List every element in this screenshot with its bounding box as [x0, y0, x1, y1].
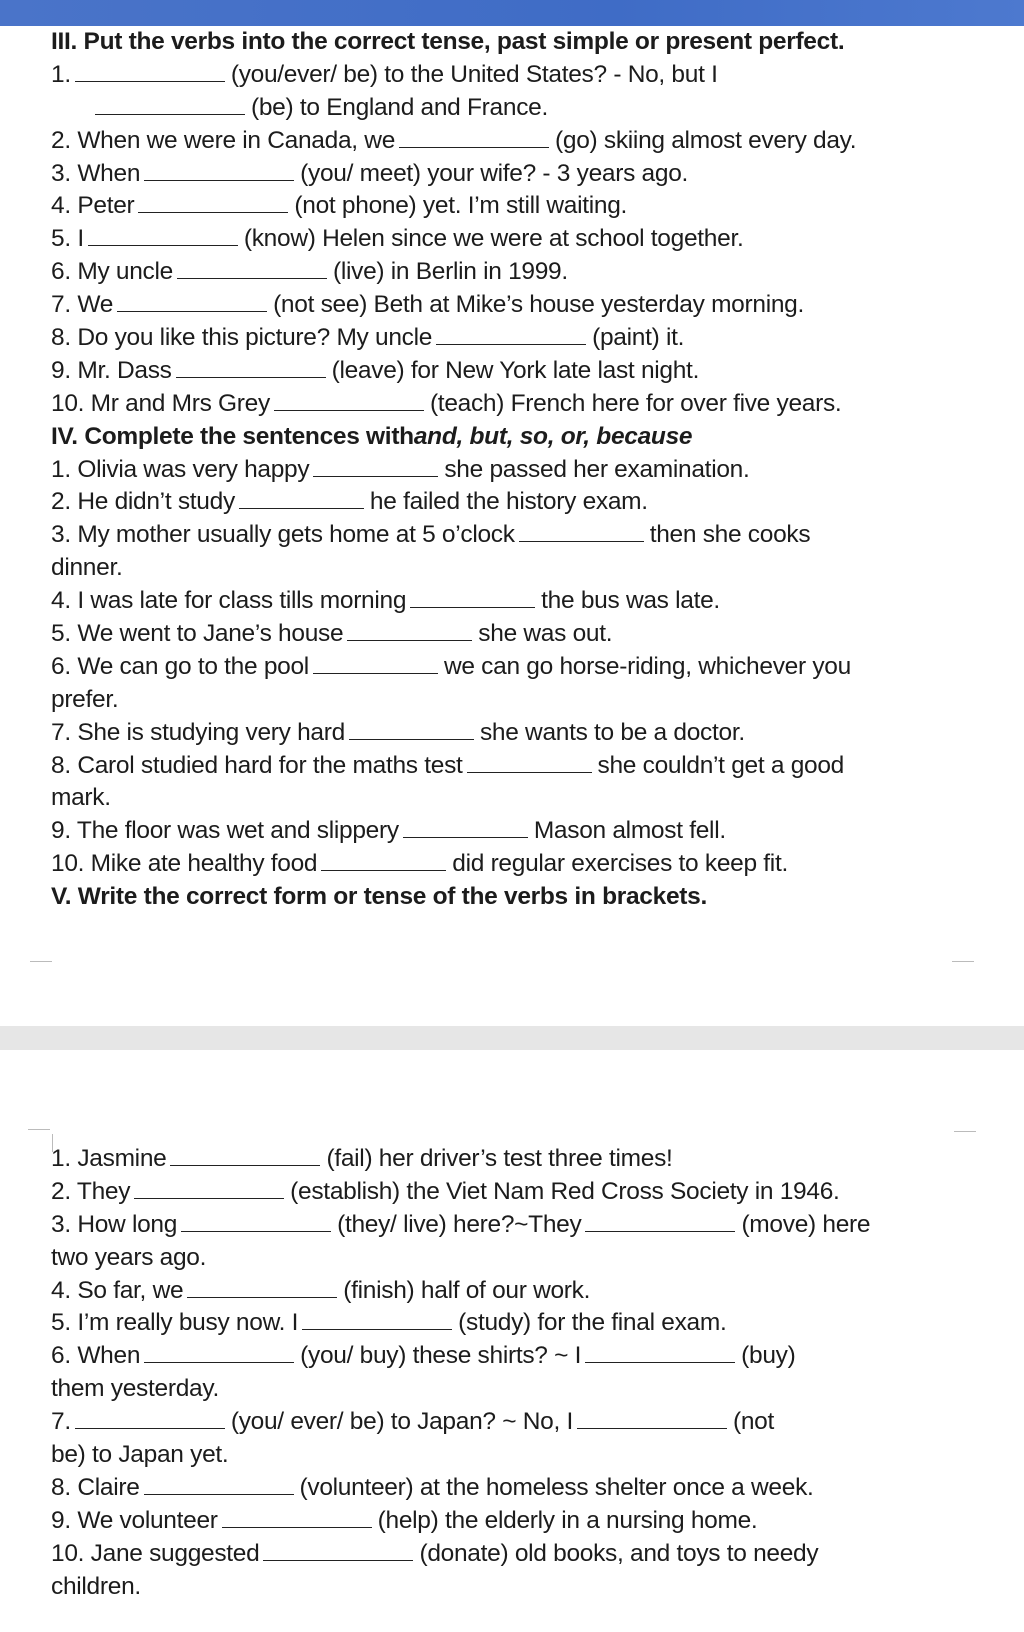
answer-blank[interactable] — [321, 851, 446, 871]
answer-blank[interactable] — [187, 1278, 337, 1298]
exercise-5-line — [51, 1340, 1011, 1373]
item-text: (donate) old books, and toys to needy — [419, 1539, 819, 1567]
item-text: she passed her examination. — [444, 455, 750, 483]
item-text: 2. When we were in Canada, we — [51, 126, 396, 154]
item-text: 1. Olivia was very happy — [51, 455, 310, 483]
answer-blank[interactable] — [349, 720, 474, 740]
exercise-4-continuation: prefer. — [51, 685, 119, 713]
item-text: 6. We can go to the pool — [51, 652, 309, 680]
exercise-4-line — [51, 519, 1011, 552]
item-text: he failed the history exam. — [369, 488, 648, 516]
exercise-3-line — [51, 190, 1011, 223]
item-text: 6. When — [51, 1342, 141, 1370]
answer-blank[interactable] — [436, 325, 586, 345]
item-text: 1. — [51, 60, 71, 88]
answer-blank[interactable] — [144, 1475, 294, 1495]
exercise-5-continuation: them yesterday. — [51, 1375, 219, 1403]
answer-blank[interactable] — [302, 1310, 452, 1330]
item-text: 5. We went to Jane’s house — [51, 620, 344, 648]
answer-blank[interactable] — [88, 226, 238, 246]
item-text: then she cooks — [649, 521, 811, 549]
page-1-content — [51, 26, 1011, 914]
item-text: 7. — [51, 1408, 71, 1436]
exercise-4-line — [51, 618, 1011, 651]
exercise-4-line — [51, 717, 1011, 750]
item-text: 2. They — [51, 1177, 131, 1205]
answer-blank[interactable] — [144, 1343, 294, 1363]
item-text: (be) to England and France. — [251, 93, 548, 121]
answer-blank[interactable] — [403, 818, 528, 838]
item-text: 7. She is studying very hard — [51, 718, 345, 746]
answer-blank[interactable] — [181, 1212, 331, 1232]
item-text: 10. Mr and Mrs Grey — [51, 389, 270, 417]
item-text: 9. Mr. Dass — [51, 356, 172, 384]
answer-blank[interactable] — [117, 292, 267, 312]
exercise-4-line — [51, 651, 1011, 684]
answer-blank[interactable] — [399, 128, 549, 148]
answer-blank[interactable] — [75, 1409, 225, 1429]
item-text: (you/ meet) your wife? - 3 years ago. — [300, 159, 689, 187]
item-text: the bus was late. — [541, 587, 720, 615]
exercise-5-line — [51, 1307, 1011, 1340]
answer-blank[interactable] — [519, 522, 644, 542]
item-text: 1. Jasmine — [51, 1145, 167, 1172]
answer-blank[interactable] — [138, 193, 288, 213]
item-text: 9. We volunteer — [51, 1506, 218, 1534]
exercise-4-line — [51, 815, 1011, 848]
exercise-5-line — [51, 1143, 1011, 1176]
item-text: 2. He didn’t study — [51, 488, 235, 516]
answer-blank[interactable] — [274, 391, 424, 411]
item-text: (know) Helen since we were at school together. — [243, 225, 744, 253]
item-text: (leave) for New York late last night. — [331, 356, 700, 384]
item-text: 4. I was late for class tills morning — [51, 587, 407, 615]
answer-blank-2[interactable] — [585, 1343, 735, 1363]
answer-blank[interactable] — [176, 358, 326, 378]
top-banner — [0, 0, 1024, 26]
exercise-5-line — [51, 1406, 1011, 1439]
exercise-4-line — [51, 750, 1011, 783]
heading-bold: IV. Complete the sentences with — [51, 422, 414, 450]
item-text: 10. Mike ate healthy food — [51, 850, 318, 878]
exercise-3-line — [51, 125, 1011, 158]
exercise-5-continuation: children. — [51, 1572, 141, 1600]
exercise-3-line — [51, 355, 1011, 388]
item-text: (help) the elderly in a nursing home. — [377, 1506, 758, 1534]
item-text: 7. We — [51, 291, 114, 319]
item-text: (study) for the final exam. — [458, 1309, 727, 1337]
exercise-4-line — [51, 454, 1011, 487]
item-text: 10. Jane suggested — [51, 1539, 260, 1567]
item-text: (you/ever/ be) to the United States? - No, but I — [230, 60, 718, 88]
exercise-5-line — [51, 1176, 1011, 1209]
answer-blank[interactable] — [170, 1146, 320, 1166]
exercise-3-line — [51, 92, 1011, 125]
item-text: 8. Do you like this picture? My uncle — [51, 324, 433, 352]
item-text: 4. Peter — [51, 192, 135, 220]
item-text: she wants to be a doctor. — [479, 718, 745, 746]
item-text: she was out. — [478, 620, 613, 648]
answer-blank[interactable] — [95, 95, 245, 115]
exercise-5-line — [51, 1275, 1011, 1308]
page-separator — [0, 1026, 1024, 1050]
item-text: 9. The floor was wet and slippery — [51, 817, 399, 845]
exercise-5-continuation: be) to Japan yet. — [51, 1441, 229, 1469]
page-divider-right — [952, 961, 974, 962]
item-text: Mason almost fell. — [533, 817, 726, 845]
exercise-3-line — [51, 256, 1011, 289]
exercise-3-line — [51, 223, 1011, 256]
heading-conjunctions: and, but, so, or, because — [413, 422, 693, 450]
item-text: 8. Carol studied hard for the maths test — [51, 751, 463, 779]
answer-blank[interactable] — [313, 457, 438, 477]
item-text: 4. So far, we — [51, 1276, 184, 1304]
answer-blank[interactable] — [410, 588, 535, 608]
exercise-5-line — [51, 1538, 1011, 1571]
answer-blank[interactable] — [467, 753, 592, 773]
exercise-4-line — [51, 585, 1011, 618]
worksheet-page-2 — [0, 1050, 1024, 1632]
exercise-3-line — [51, 322, 1011, 355]
answer-blank[interactable] — [222, 1508, 372, 1528]
item-text: 8. Claire — [51, 1473, 140, 1501]
answer-blank[interactable] — [239, 489, 364, 509]
item-text: (volunteer) at the homeless shelter once a week. — [299, 1473, 814, 1501]
item-text: (they/ live) here?~They — [337, 1210, 582, 1238]
item-text: we can go horse-riding, whichever you — [443, 652, 851, 680]
answer-blank[interactable] — [75, 62, 225, 82]
section-4-heading — [51, 421, 1011, 454]
item-text: 3. My mother usually gets home at 5 o’clock — [51, 521, 515, 549]
exercise-5-line — [51, 1209, 1011, 1242]
exercise-3-line — [51, 289, 1011, 322]
item-text: (fail) her driver’s test three times! — [326, 1145, 673, 1172]
answer-blank-2[interactable] — [585, 1212, 735, 1232]
exercise-4-line — [51, 486, 1011, 519]
item-text: 6. My uncle — [51, 258, 173, 286]
item-text: 3. When — [51, 159, 141, 187]
exercise-3-line — [51, 158, 1011, 191]
answer-blank[interactable] — [263, 1541, 413, 1561]
item-text: (go) skiing almost every day. — [555, 126, 857, 154]
item-text: (finish) half of our work. — [343, 1276, 591, 1304]
exercise-4-continuation: dinner. — [51, 554, 123, 582]
page-2-mark-left — [28, 1129, 50, 1130]
page-2-content — [51, 1143, 1011, 1603]
section-3-heading: III. Put the verbs into the correct tense, past simple or present perfect. — [51, 28, 845, 55]
exercise-4-continuation: mark. — [51, 784, 111, 812]
item-text: did regular exercises to keep fit. — [452, 850, 788, 878]
item-text: 5. I — [51, 225, 84, 253]
answer-blank[interactable] — [144, 161, 294, 181]
item-text: (you/ ever/ be) to Japan? ~ No, I — [230, 1408, 573, 1436]
item-text: 5. I’m really busy now. I — [51, 1309, 299, 1337]
answer-blank[interactable] — [347, 621, 472, 641]
answer-blank-2[interactable] — [577, 1409, 727, 1429]
answer-blank[interactable] — [177, 259, 327, 279]
item-text: (live) in Berlin in 1999. — [332, 258, 568, 286]
exercise-3-line — [51, 388, 1011, 421]
worksheet-page-1 — [0, 26, 1024, 1026]
exercise-5-line — [51, 1472, 1011, 1505]
item-text: (paint) it. — [592, 324, 685, 352]
answer-blank[interactable] — [313, 654, 438, 674]
answer-blank[interactable] — [134, 1179, 284, 1199]
exercise-4-line — [51, 848, 1011, 881]
item-text: (not — [733, 1408, 775, 1436]
item-text: (teach) French here for over five years. — [429, 389, 842, 417]
item-text: (establish) the Viet Nam Red Cross Society in 1946. — [290, 1177, 840, 1205]
item-text: (buy) — [741, 1342, 796, 1370]
item-text: 3. How long — [51, 1210, 178, 1238]
item-text: (not see) Beth at Mike’s house yesterday morning. — [273, 291, 804, 319]
section-5-heading: V. Write the correct form or tense of the verbs in brackets. — [51, 883, 707, 911]
item-text: (not phone) yet. I’m still waiting. — [294, 192, 628, 220]
item-text: (move) here — [741, 1210, 871, 1238]
item-text: she couldn’t get a good — [597, 751, 844, 779]
exercise-5-continuation: two years ago. — [51, 1243, 207, 1271]
exercise-3-line — [51, 59, 1011, 92]
page-2-mark-right — [954, 1131, 976, 1132]
page-divider-left — [30, 961, 52, 962]
item-text: (you/ buy) these shirts? ~ I — [300, 1342, 582, 1370]
exercise-5-line — [51, 1505, 1011, 1538]
